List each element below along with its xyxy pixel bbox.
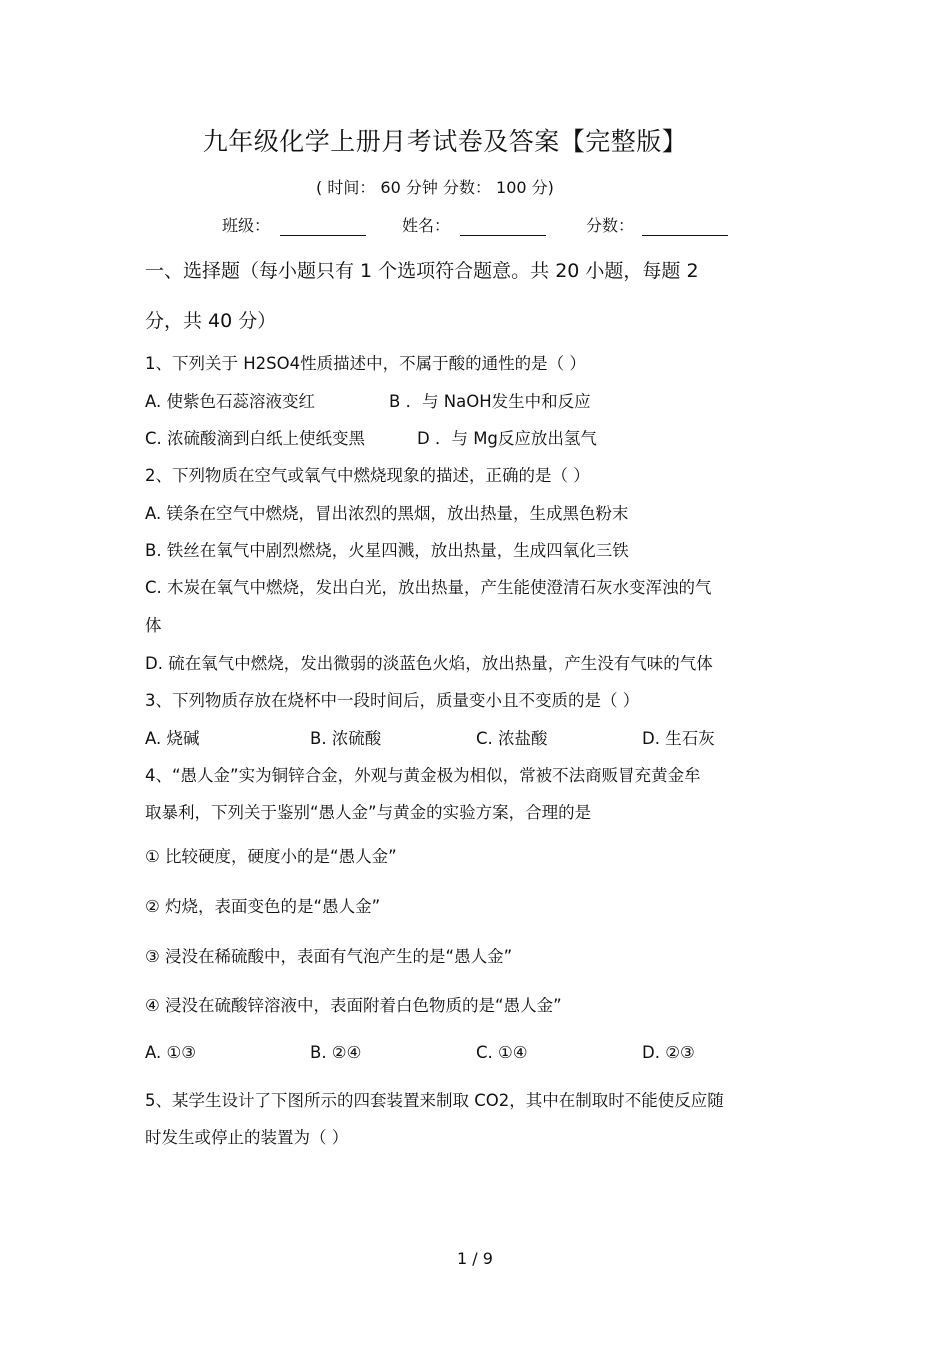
question-4-item-2: ② 灼烧，表面变色的是“愚人金” [145, 897, 381, 916]
name-field [402, 213, 546, 236]
question-1-option-a: A. 使紫色石蕊溶液变红 [145, 392, 315, 411]
name-label: 姓名： [402, 216, 451, 235]
question-5-stem-cont: 时发生或停止的装置为（ ） [145, 1128, 349, 1147]
class-blank [280, 217, 366, 236]
question-4-item-4: ④ 浸没在硫酸锌溶液中，表面附着白色物质的是“愚人金” [145, 996, 562, 1015]
question-4-option-c: C. ①④ [476, 1043, 528, 1062]
question-3-option-b: B. 浓硫酸 [310, 729, 382, 748]
question-1-option-d: D ．与 Mg反应放出氢气 [417, 429, 597, 448]
page-title: 九年级化学上册月考试卷及答案【完整版】 [202, 127, 688, 156]
section-heading: 一、选择题（每小题只有 1 个选项符合题意。共 20 小题，每题 2 [145, 260, 699, 282]
question-4-stem-cont: 取暴利，下列关于鉴别“愚人金”与黄金的实验方案，合理的是 [145, 803, 592, 822]
question-3-option-c: C. 浓盐酸 [476, 729, 548, 748]
question-3-option-d: D. 生石灰 [642, 729, 715, 748]
question-5-stem: 5、某学生设计了下图所示的四套装置来制取 CO2，其中在制取时不能使反应随 [145, 1091, 724, 1110]
class-label: 班级： [222, 216, 271, 235]
page-number: 1 / 9 [457, 1249, 493, 1268]
class-field [222, 213, 366, 236]
question-2-stem: 2、下列物质在空气或氧气中燃烧现象的描述，正确的是（ ） [145, 466, 590, 485]
question-2-option-c: C. 木炭在氧气中燃烧，发出白光，放出热量，产生能使澄清石灰水变浑浊的气 [145, 578, 712, 597]
question-4-item-3: ③ 浸没在稀硫酸中，表面有气泡产生的是“愚人金” [145, 947, 513, 966]
question-4-option-a: A. ①③ [145, 1043, 197, 1062]
question-2-option-d: D. 硫在氧气中燃烧，发出微弱的淡蓝色火焰，放出热量，产生没有气味的气体 [145, 654, 713, 673]
question-4-option-b: B. ②④ [310, 1043, 362, 1062]
question-1-stem: 1、下列关于 H2SO4性质描述中，不属于酸的通性的是（ ） [145, 354, 586, 373]
question-4-stem: 4、“愚人金”实为铜锌合金，外观与黄金极为相似，常被不法商贩冒充黄金牟 [145, 766, 701, 785]
question-3-option-a: A. 烧碱 [145, 729, 200, 748]
question-2-option-c-cont: 体 [145, 616, 162, 635]
score-blank [642, 217, 728, 236]
question-2-option-a: A. 镁条在空气中燃烧，冒出浓烈的黑烟，放出热量，生成黑色粉末 [145, 504, 629, 523]
question-1-option-b: B ．与 NaOH发生中和反应 [389, 392, 591, 411]
score-field [586, 213, 728, 236]
name-blank [460, 217, 546, 236]
section-heading-cont: 分，共 40 分） [145, 310, 277, 332]
question-2-option-b: B. 铁丝在氧气中剧烈燃烧，火星四溅，放出热量，生成四氧化三铁 [145, 541, 629, 560]
score-label: 分数： [586, 216, 635, 235]
question-4-item-1: ① 比较硬度，硬度小的是“愚人金” [145, 847, 397, 866]
question-4-option-d: D. ②③ [642, 1043, 695, 1062]
question-3-stem: 3、下列物质存放在烧杯中一段时间后，质量变小且不变质的是（ ） [145, 691, 640, 710]
exam-subtitle: ( 时间： 60 分钟 分数： 100 分) [316, 178, 554, 197]
question-1-option-c: C. 浓硫酸滴到白纸上使纸变黑 [145, 429, 366, 448]
